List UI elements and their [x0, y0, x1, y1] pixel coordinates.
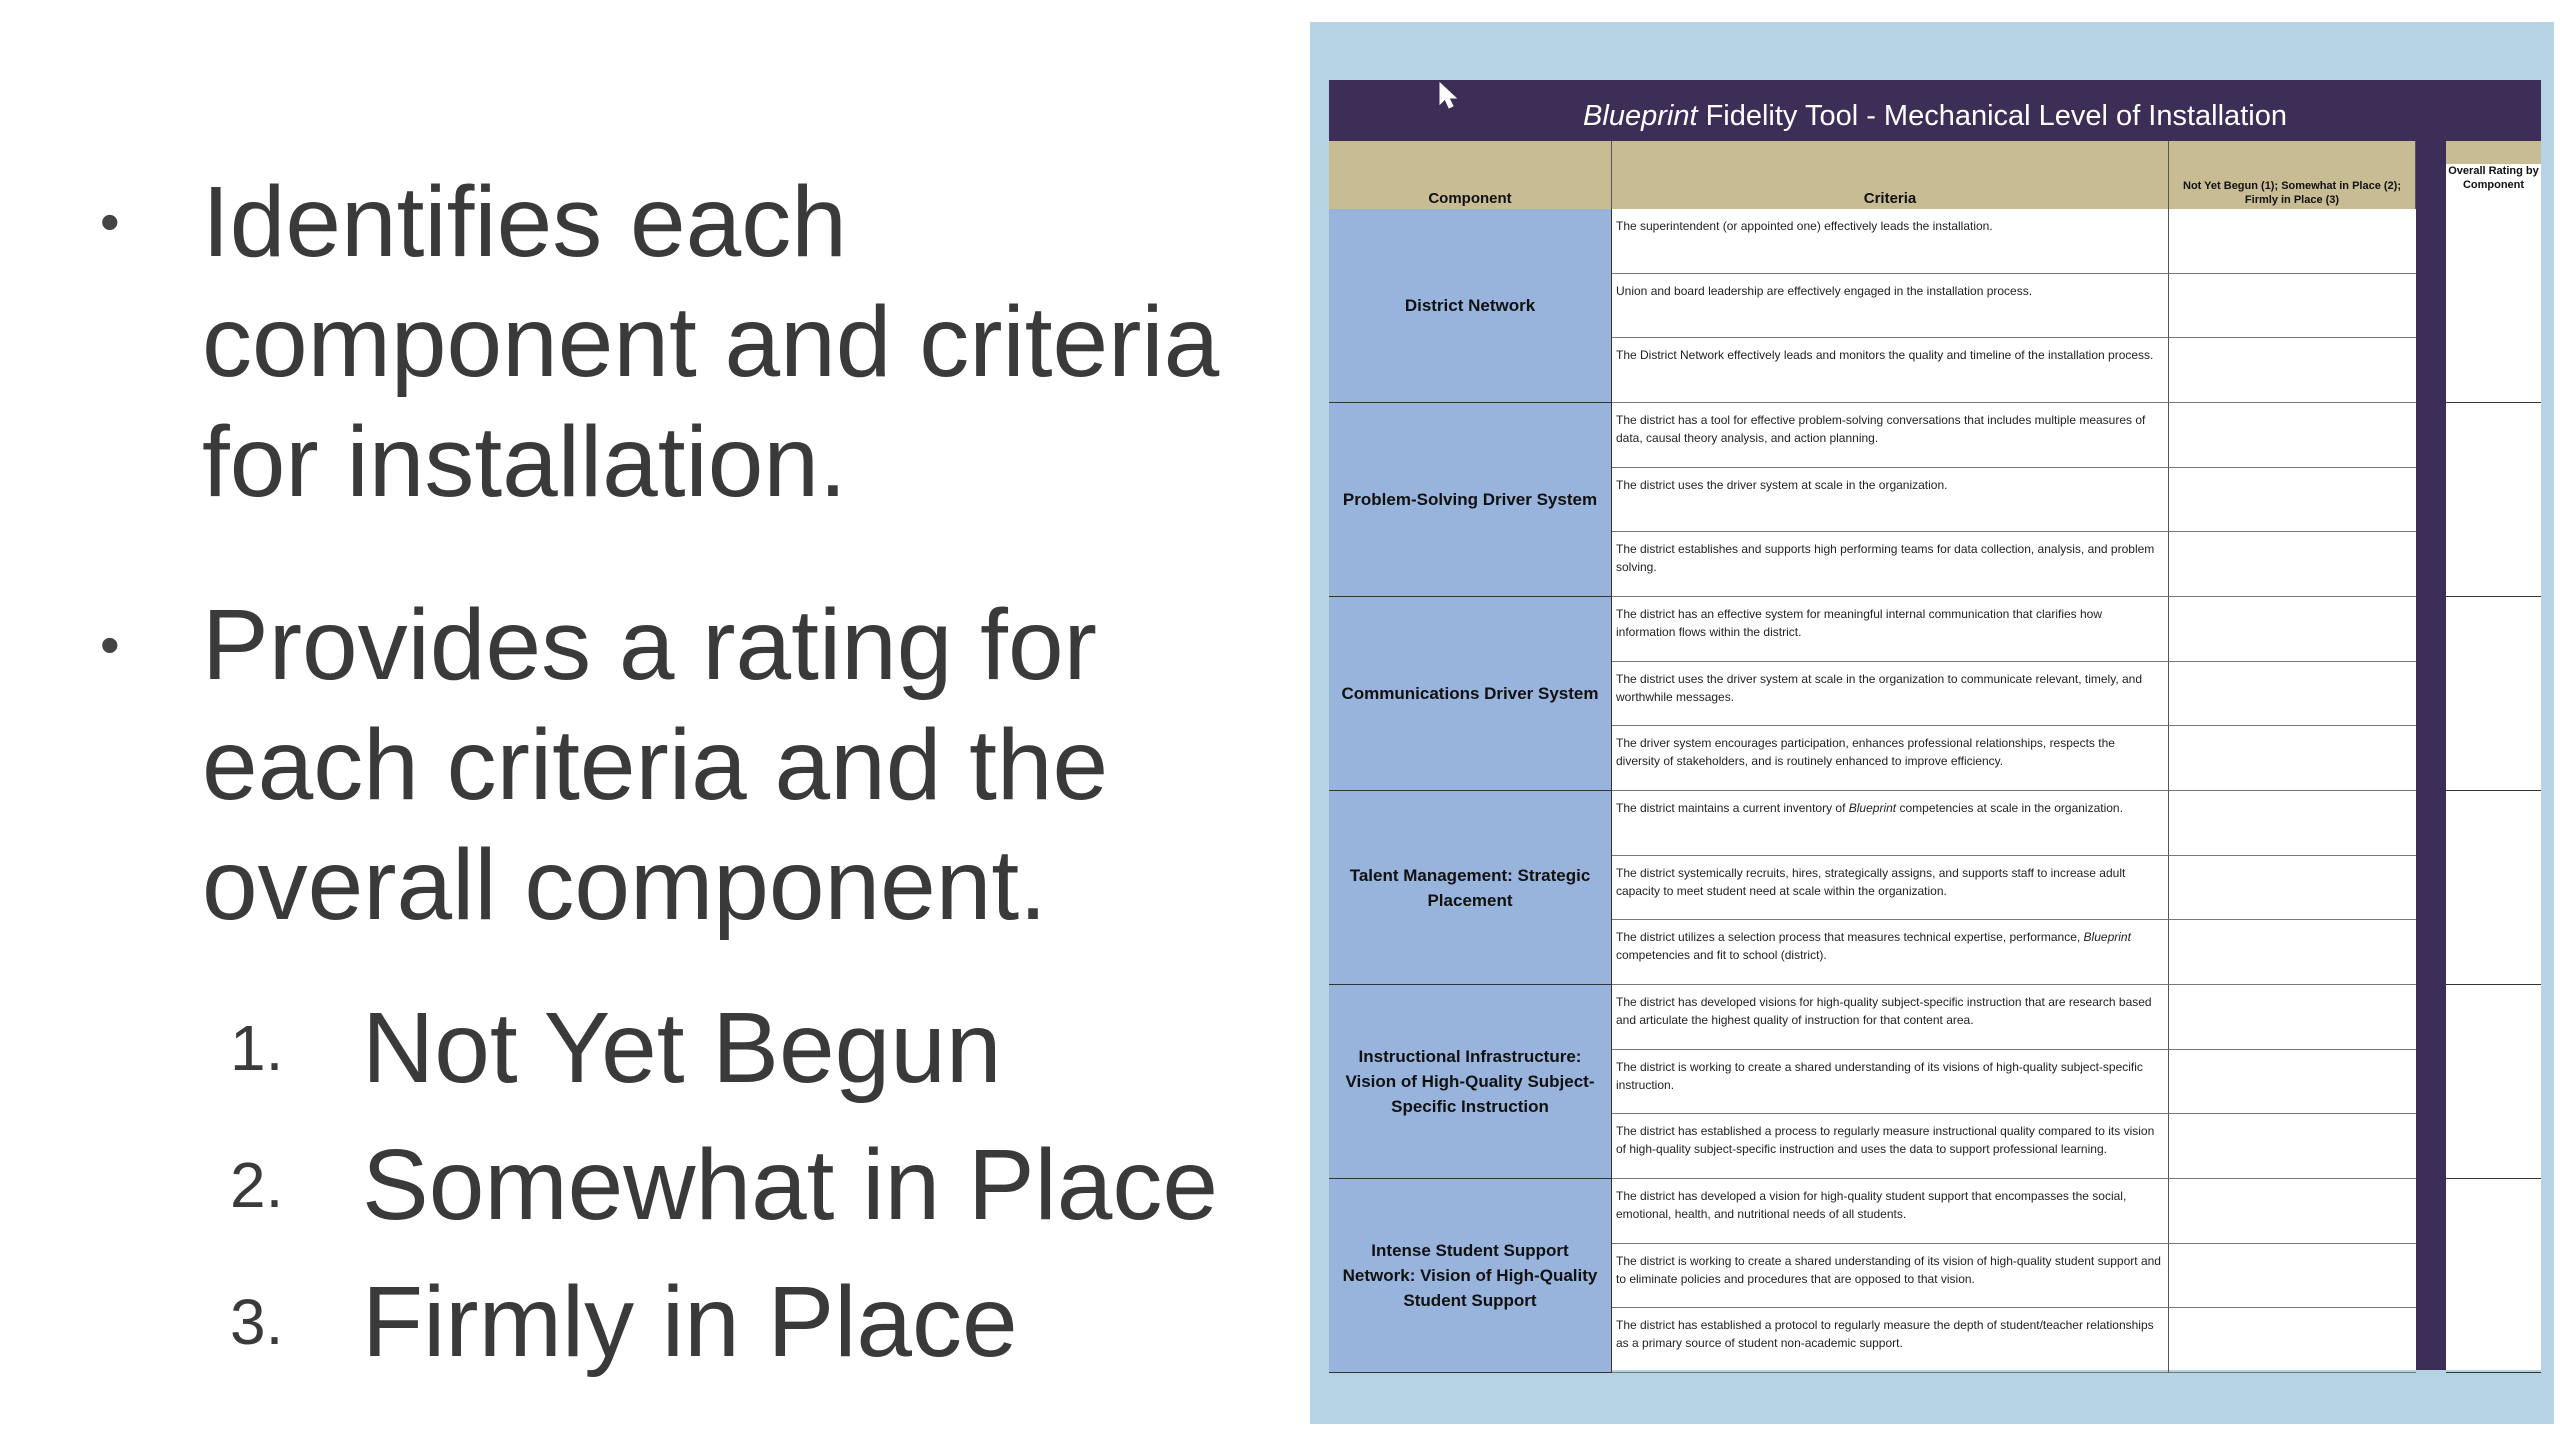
bullet-text: Identifies each component and criteria for installation. — [202, 166, 1220, 518]
rating-option-number: 2. — [230, 1149, 284, 1221]
header-component: Component — [1329, 141, 1612, 209]
table-group — [1329, 1179, 2541, 1373]
criteria-cell: The district systemically recruits, hires, strategically assigns, and supports staff to increase adult capacity to meet student need at scale within the organization. — [1612, 856, 2169, 921]
criteria-cell: The district has developed visions for high-quality subject-specific instruction that are research based and articulate the highest quality of instruction for that content area. — [1612, 985, 2169, 1050]
criteria-cell: The district has an effective system for meaningful internal communication that clarifies how information flows within the district. — [1612, 597, 2169, 662]
rating-option — [230, 1125, 1330, 1245]
header-criteria: Criteria — [1612, 141, 2169, 209]
bullet-dot: • — [100, 190, 120, 253]
table-group — [1329, 985, 2541, 1179]
rating-cell — [2169, 209, 2416, 274]
criteria-cell: The district has established a protocol to regularly measure the depth of student/teacher relationships as a primary source of student non-academic support. — [1612, 1308, 2169, 1373]
overall-rating-cell — [2446, 1179, 2541, 1373]
criteria-cell: The district has a tool for effective problem-solving conversations that includes multiple measures of data, causal theory analysis, and action planning. — [1612, 403, 2169, 468]
criteria-cell: The district uses the driver system at scale in the organization to communicate relevant, timely, and worthwhile messages. — [1612, 662, 2169, 727]
rating-option — [230, 988, 1330, 1108]
criteria-cell: The driver system encourages participation, enhances professional relationships, respects the diversity of stakeholders, and is routinely enhanced to improve efficiency. — [1612, 726, 2169, 791]
rating-cell — [2169, 1179, 2416, 1244]
component-cell: District Network — [1329, 209, 1612, 403]
rating-cell — [2169, 726, 2416, 791]
criteria-cell: Union and board leadership are effectively engaged in the installation process. — [1612, 274, 2169, 339]
overall-rating-cell — [2446, 403, 2541, 597]
component-cell: Communications Driver System — [1329, 597, 1612, 791]
criteria-cell: The district has developed a vision for high-quality student support that encompasses the social, emotional, health, and nutritional needs of all students. — [1612, 1179, 2169, 1244]
rating-option — [230, 1262, 1330, 1382]
table-title-italic: Blueprint — [1583, 100, 1698, 132]
rating-cell — [2169, 1308, 2416, 1373]
rating-cell — [2169, 338, 2416, 403]
overall-rating-cell — [2446, 597, 2541, 791]
rating-option-label: Firmly in Place — [362, 1266, 1018, 1378]
rating-cell — [2169, 920, 2416, 985]
rating-option-label: Somewhat in Place — [362, 1129, 1219, 1241]
fidelity-tool-image — [1310, 22, 2554, 1424]
overall-rating-cell — [2446, 791, 2541, 985]
component-cell: Talent Management: Strategic Placement — [1329, 791, 1612, 985]
header-rating: Not Yet Begun (1); Somewhat in Place (2); Firmly in Place (3) — [2169, 141, 2416, 209]
rating-cell — [2169, 274, 2416, 339]
rating-cell — [2169, 468, 2416, 533]
header-overall: Overall Rating by Component — [2448, 165, 2539, 191]
table-group — [1329, 209, 2541, 403]
table-title-rest: Fidelity Tool - Mechanical Level of Installation — [1697, 100, 2287, 132]
rating-option-number: 3. — [230, 1286, 284, 1358]
criteria-cell: The district maintains a current inventory of Blueprint competencies at scale in the organization. — [1612, 791, 2169, 856]
overall-rating-cell — [2446, 209, 2541, 403]
bullet-text: Provides a rating for each criteria and the overall component. — [202, 589, 1109, 941]
criteria-cell: The district has established a process to regularly measure instructional quality compared to its vision of high-quality subject-specific instruction and uses the data to support professional learning. — [1612, 1114, 2169, 1179]
table-title — [1329, 80, 2541, 141]
table-group — [1329, 403, 2541, 597]
rating-cell — [2169, 403, 2416, 468]
rating-cell — [2169, 532, 2416, 597]
table-group — [1329, 791, 2541, 985]
rating-cell — [2169, 1244, 2416, 1309]
bullet-dot: • — [100, 613, 120, 676]
criteria-cell: The district uses the driver system at scale in the organization. — [1612, 468, 2169, 533]
rating-cell — [2169, 662, 2416, 727]
rating-cell — [2169, 791, 2416, 856]
rating-option-number: 1. — [230, 1012, 284, 1084]
header-overall-bg — [2446, 141, 2541, 164]
criteria-cell: The district establishes and supports high performing teams for data collection, analysis, and problem solving. — [1612, 532, 2169, 597]
criteria-cell: The District Network effectively leads and monitors the quality and timeline of the installation process. — [1612, 338, 2169, 403]
rating-option-label: Not Yet Begun — [362, 992, 1002, 1104]
component-cell: Instructional Infrastructure: Vision of High-Quality Subject-Specific Instruction — [1329, 985, 1612, 1179]
mouse-cursor-icon — [1437, 80, 1463, 110]
component-cell: Problem-Solving Driver System — [1329, 403, 1612, 597]
criteria-cell: The superintendent (or appointed one) effectively leads the installation. — [1612, 209, 2169, 274]
fidelity-tool-sheet — [1329, 80, 2541, 1370]
rating-cell — [2169, 856, 2416, 921]
rating-cell — [2169, 1114, 2416, 1179]
criteria-cell: The district is working to create a shared understanding of its vision of high-quality student support and to eliminate policies and procedures that are opposed to that vision. — [1612, 1244, 2169, 1309]
criteria-cell: The district is working to create a shared understanding of its visions of high-quality subject-specific instruction. — [1612, 1050, 2169, 1115]
rating-cell — [2169, 1050, 2416, 1115]
table-group — [1329, 597, 2541, 791]
rating-cell — [2169, 985, 2416, 1050]
criteria-cell: The district utilizes a selection process that measures technical expertise, performance, Blueprint competencies and fit to school (district). — [1612, 920, 2169, 985]
overall-rating-cell — [2446, 985, 2541, 1179]
rating-cell — [2169, 597, 2416, 662]
component-cell: Intense Student Support Network: Vision of High-Quality Student Support — [1329, 1179, 1612, 1373]
